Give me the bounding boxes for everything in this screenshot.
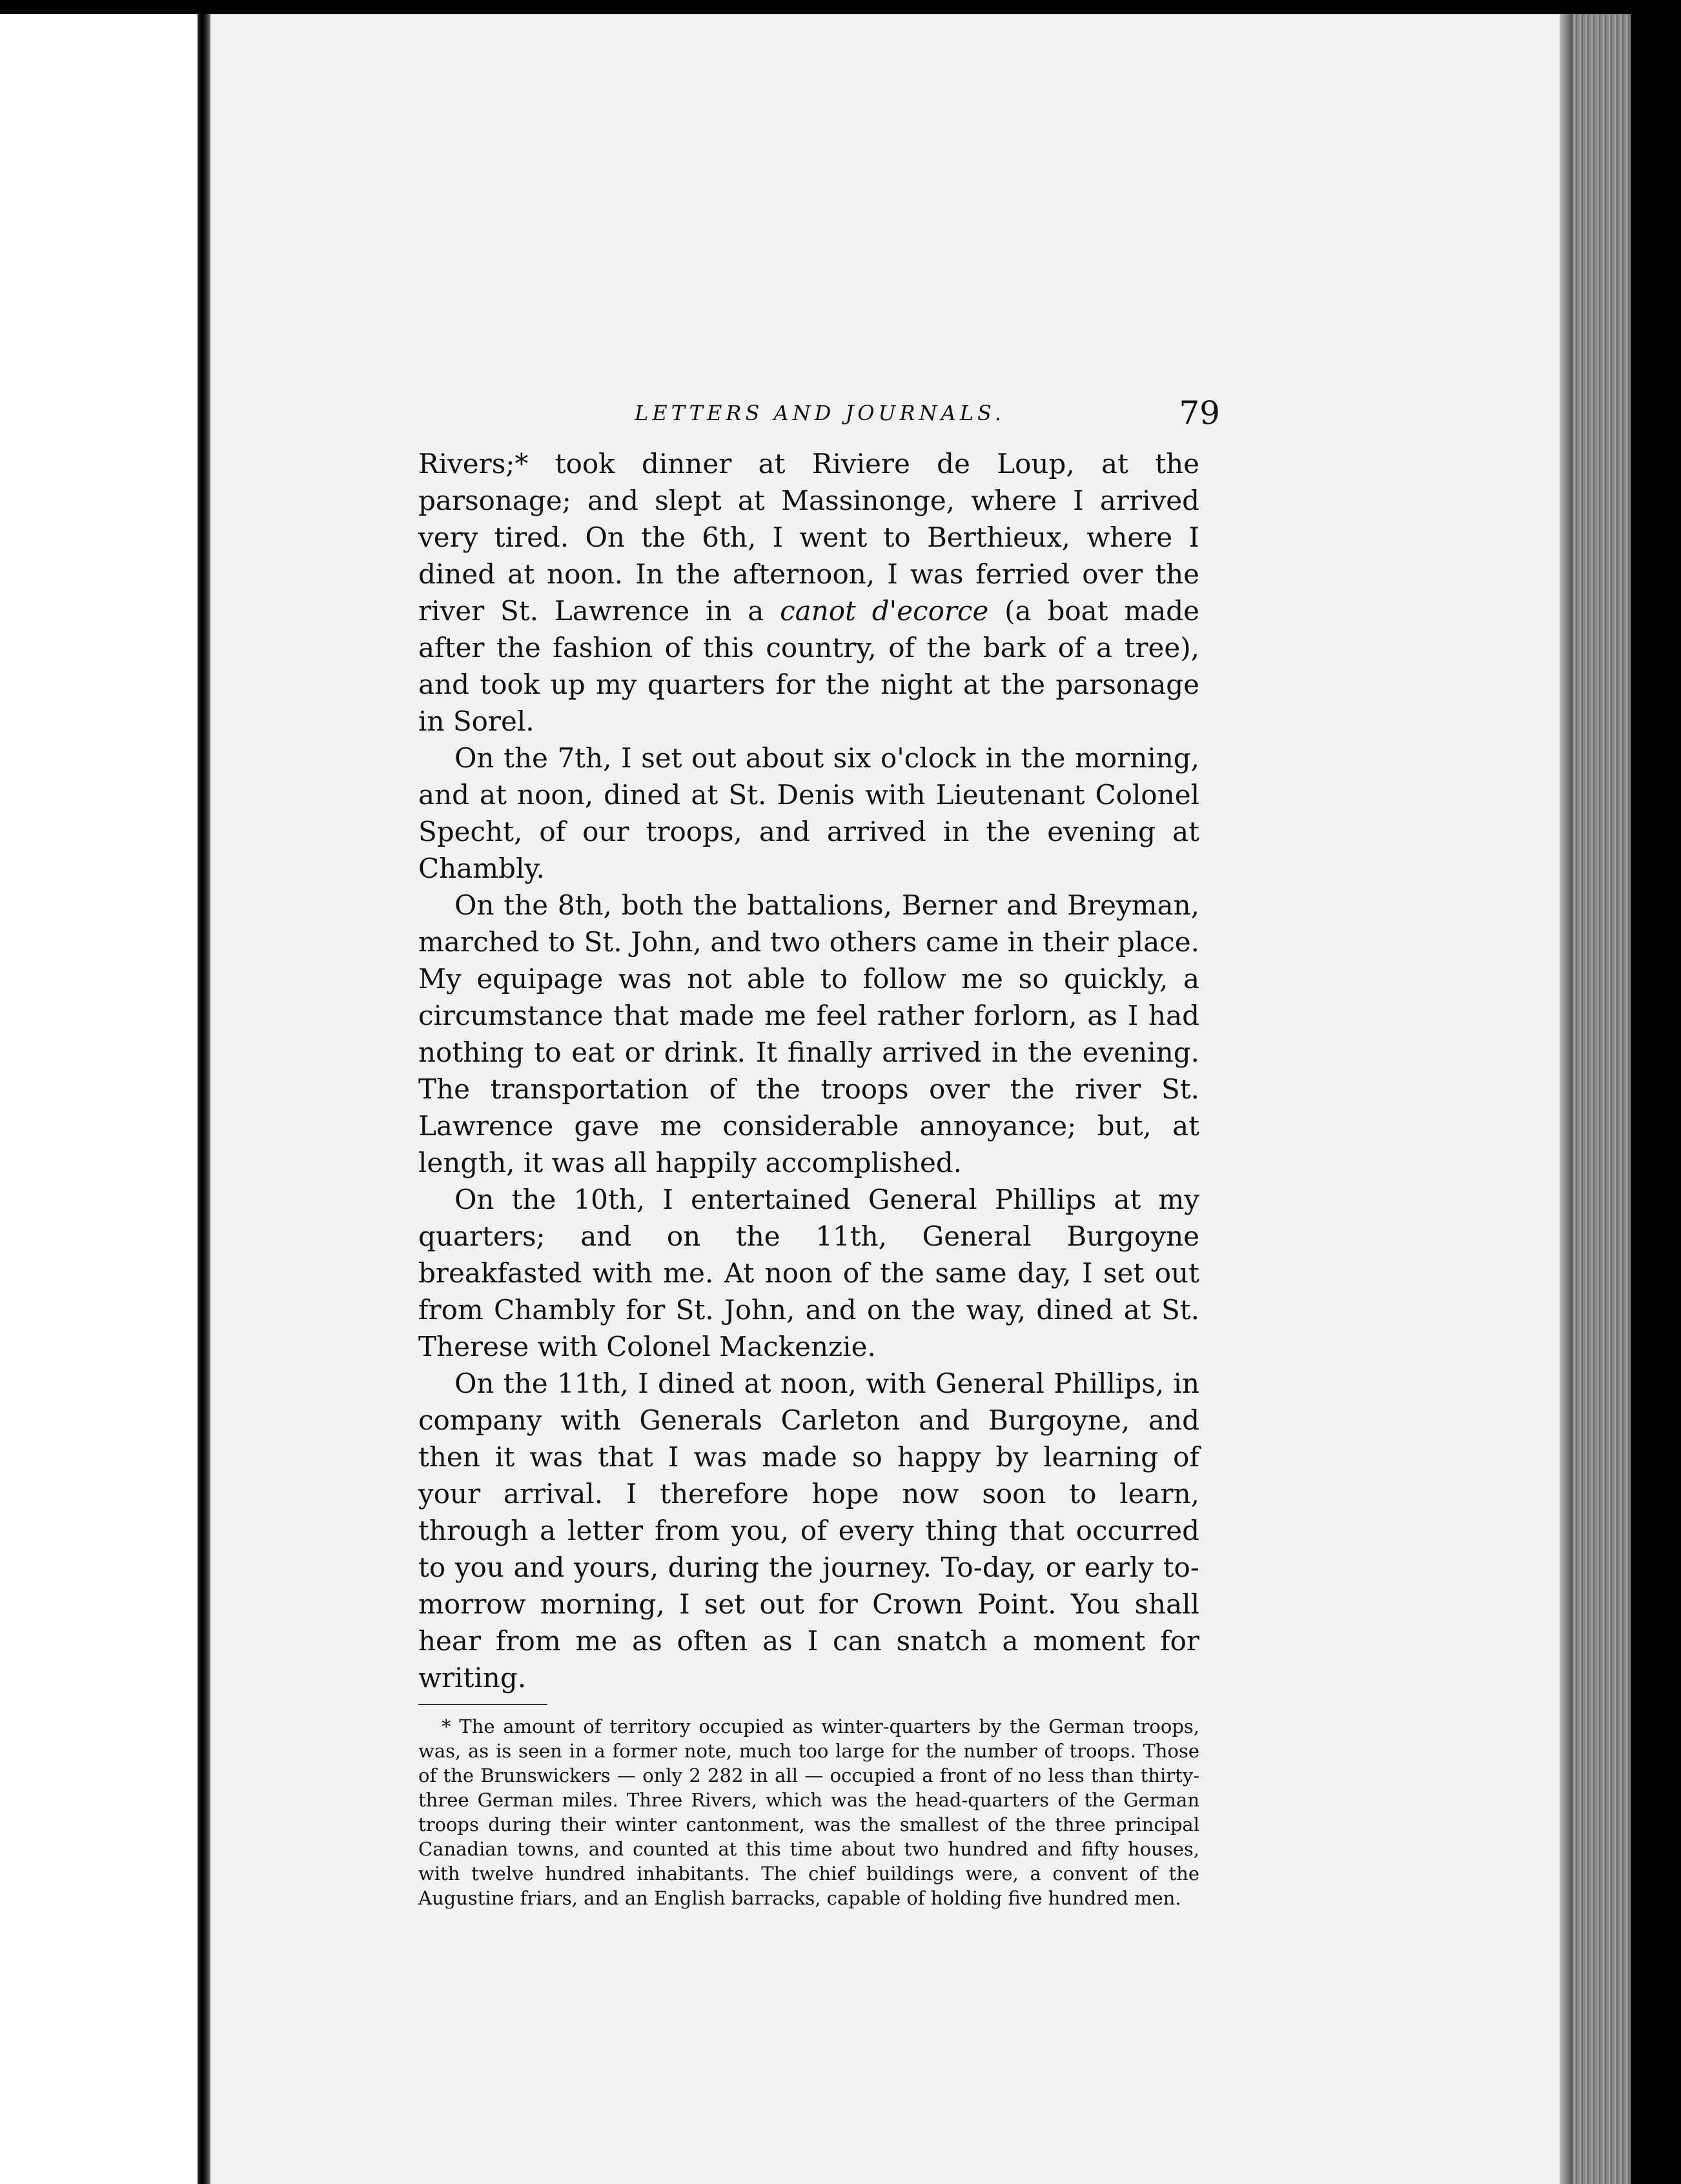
paragraph-continued	[418, 445, 1199, 740]
page-edge-shadow	[1560, 14, 1573, 2184]
scan-top-border	[0, 0, 1681, 14]
paragraph-text: Rivers;* took dinner at Riviere de Loup, at the parsonage; and slept at Massinonge, where I arrived very tired. On the 6th, I went to Berthieux, where I dined at noon. In the afternoon, I was ferried over the river St. Lawrence in a	[418, 448, 1199, 627]
facing-page-blank	[0, 14, 194, 2184]
scan-right-border	[1631, 14, 1681, 2184]
paragraph: On the 11th, I dined at noon, with General Phillips, in company with Generals Carleton and Burgoyne, and then it was that I was made so happy by learning of your arrival. I therefore hope now soon to learn, through a letter from you, of every thing that occurred to you and yours, during the journey. To-day, or early to-morrow morning, I set out for Crown Point. You shall hear from me as often as I can snatch a moment for writing.	[418, 1368, 1199, 1694]
book-gutter	[198, 14, 210, 2184]
footnote: * The amount of territory occupied as winter-quarters by the German troops, was, as is seen in a former note, much too large for the number of troops. Those of the Brunswickers — only 2 282 in all — occupied a front of no less than thirty-three German miles. Three Rivers, which was the head-quarters of the German troops during their winter cantonment, was the smallest of the three principal Canadian towns, and counted at this time about two hundred and fifty houses, with twelve hundred inhabitants. The chief buildings were, a convent of the Augustine friars, and an English barracks, capable of holding five hundred men.	[418, 1715, 1199, 1909]
paragraph-text: (a boat made after the fashion of this country, of the bark of a tree), and took up my quarters for the night at the parsonage in Sorel.	[418, 595, 1199, 737]
italic-phrase: canot d'ecorce	[780, 595, 989, 627]
body-text	[418, 445, 1199, 1910]
paragraph: On the 10th, I entertained General Phillips at my quarters; and on the 11th, General Burgoyne breakfasted with me. At noon of the same day, I set out from Chambly for St. John, and on the way, dined at St. Therese with Colonel Mackenzie.	[418, 1184, 1199, 1362]
page-number: 79	[1179, 394, 1220, 432]
running-head: LETTERS AND JOURNALS.	[635, 401, 1005, 425]
paragraph: On the 8th, both the battalions, Berner and Breyman, marched to St. John, and two others came in their place. My equipage was not able to follow me so quickly, a circumstance that made me feel rather forlorn, as I had nothing to eat or drink. It finally arrived in the evening. The transportation of the troops over the river St. Lawrence gave me considerable annoyance; but, at length, it was all happily accomplished.	[418, 889, 1199, 1178]
paragraph: On the 7th, I set out about six o'clock in the morning, and at noon, dined at St. Denis with Lieutenant Colonel Specht, of our troops, and arrived in the evening at Chambly.	[418, 742, 1199, 884]
page-stack-edges	[1573, 14, 1631, 2184]
footnote-divider	[418, 1704, 547, 1705]
